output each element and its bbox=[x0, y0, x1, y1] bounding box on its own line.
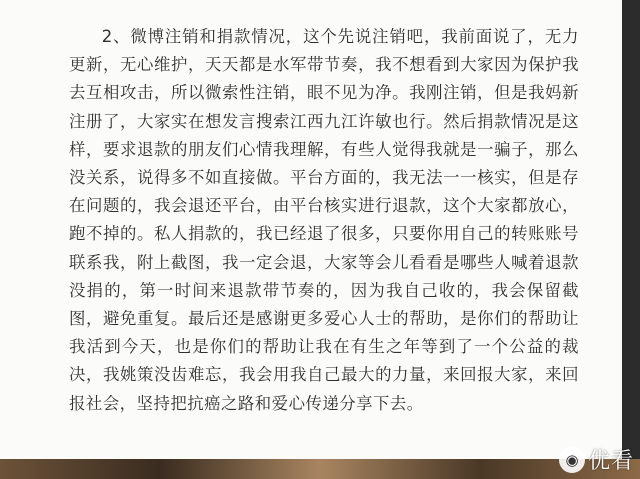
background-edge-right bbox=[622, 0, 640, 479]
background-edge-bottom bbox=[0, 459, 640, 479]
watermark-text: 优看 bbox=[587, 449, 634, 474]
document-paragraph: 2、微博注销和捐款情况，这个先说注销吧，我前面说了，无力更新，无心维护，天天都是水军带节奏，我不想看到大家因为保护我去互相攻击，所以微索性注销，眼不见为净。我刚注销，但是我妈新注册了，大家实在想发言搜索江西九江许敏也行。然后捐款情况是这样，要求退款的朋友们心情我理解，有些人觉得我就是一骗子，那么没关系，说得多不如直接做。平台方面的，我无法一一核实，但是存在问题的，我会退还平台，由平台核实进行退款，这个大家都放心，跑不掉的。私人捐款的，我已经退了很多，只要你用自己的转账账号联系我，附上截图，我一定会退，大家等会儿看看是哪些人喊着退款没捐的，第一时间来退款带节奏的，因为我自己收的，我会保留截图，避免重复。最后还是感谢更多爱心人士的帮助，是你们的帮助让我活到今天，也是你们的帮助让我在有生之年等到了一个公益的裁决，我姚策没齿难忘，我会用我自己最大的力量，来回报大家，来回报社会，坚持把抗癌之路和爱心传递分享下去。 bbox=[69, 27, 579, 413]
eye-logo-icon: ◉ bbox=[559, 447, 585, 473]
watermark bbox=[555, 442, 640, 477]
